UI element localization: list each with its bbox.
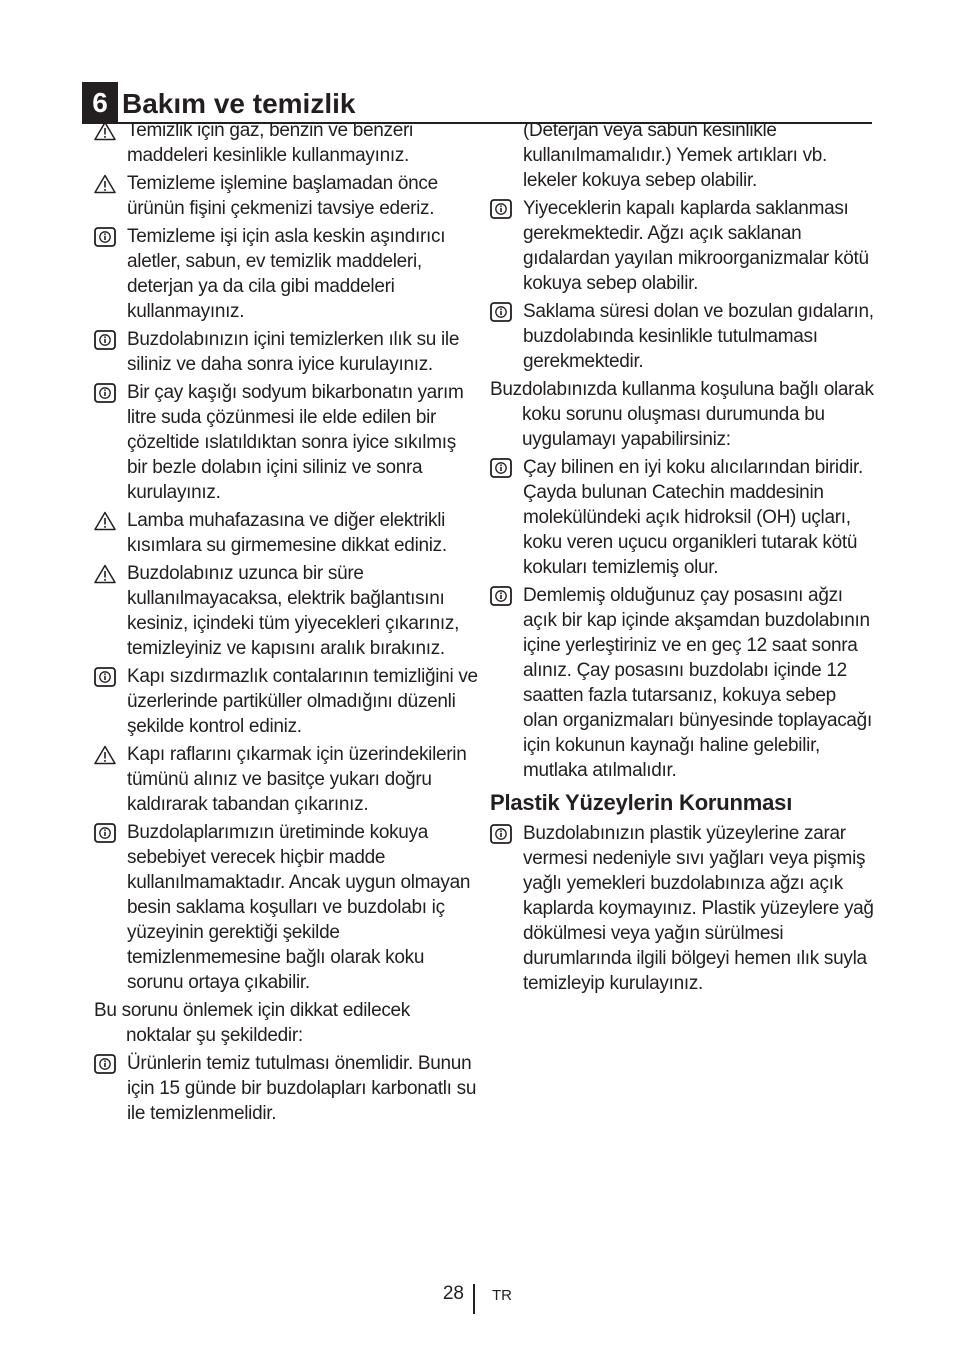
info-item	[94, 327, 479, 377]
info-item	[490, 583, 875, 783]
info-item	[490, 196, 875, 296]
warning-icon	[94, 121, 116, 141]
info-item	[94, 664, 479, 739]
info-icon	[490, 199, 512, 219]
info-icon	[490, 586, 512, 606]
info-item	[490, 455, 875, 580]
warning-item	[94, 508, 479, 558]
info-icon	[490, 458, 512, 478]
chapter-number: 6	[82, 82, 118, 124]
item-text: Ürünlerin temiz tutulması önemlidir. Bunun için 15 günde bir buzdolapları karbonatlı su ile temizlenmelidir.	[127, 1053, 477, 1124]
item-text: Lamba muhafazasına ve diğer elektrikli kısımlara su girmemesine dikkat ediniz.	[127, 510, 447, 556]
left-column	[94, 118, 479, 1129]
item-text: Buzdolabınız uzunca bir süre kullanılmayacaksa, elektrik bağlantısını kesiniz, içindeki tüm yiyecekleri çıkarınız, temizleyiniz ve kapısını aralık bırakınız.	[127, 563, 460, 659]
info-icon	[94, 227, 116, 247]
info-item	[490, 299, 875, 374]
page-footer	[0, 1282, 954, 1316]
warning-icon	[94, 511, 116, 531]
item-text: Buzdolabınızın içini temizlerken ılık su ile siliniz ve daha sonra iyice kurulayınız.	[127, 329, 460, 375]
warning-item	[94, 118, 479, 168]
info-item	[94, 380, 479, 505]
warning-icon	[94, 745, 116, 765]
item-text: Buzdolaplarımızın üretiminde kokuya sebebiyet verecek hiçbir madde kullanılmamaktadır. Ancak uygun olmayan besin saklama koşulları ve buzdolabı iç yüzeyinin gerektiği şekilde temizlenmemesine bağlı olarak koku sorunu ortaya çıkabilir.	[127, 822, 471, 993]
warning-icon	[94, 174, 116, 194]
item-text: Demlemiş olduğunuz çay posasını ağzı açık bir kap içinde akşamdan buzdolabının içine yerleştiriniz ve en geç 12 saat sonra alınız. Çay posasını buzdolabı içinde 12 saatten fazla tutarsanız, kokuya sebep olan organizmaları bünyesinde toplayacağı için kokunun kaynağı haline gelebilir, mutlaka atılmalıdır.	[523, 585, 872, 781]
continued-text: (Deterjan veya sabun kesinlikle kullanılmamalıdır.) Yemek artıkları vb. lekeler kokuya sebep olabilir.	[523, 120, 828, 191]
info-item	[94, 1051, 479, 1126]
right-column	[490, 118, 875, 999]
item-text: Kapı sızdırmazlık contalarının temizliğini ve üzerlerinde partiküller olmadığını düzenli şekilde kontrol ediniz.	[127, 666, 478, 737]
footer-divider	[473, 1284, 475, 1314]
body-paragraph: Buzdolabınızda kullanma koşuluna bağlı olarak koku sorunu oluşması durumunda bu uygulamayı yapabilirsiniz:	[490, 379, 874, 450]
warning-item	[94, 561, 479, 661]
warning-icon	[94, 564, 116, 584]
item-text: Saklama süresi dolan ve bozulan gıdaların, buzdolabında kesinlikle tutulmaması gerekmektedir.	[523, 301, 874, 372]
info-item	[490, 821, 875, 996]
warning-item	[94, 171, 479, 221]
language-code: TR	[492, 1287, 512, 1304]
warning-item	[94, 742, 479, 817]
item-text: Temizlik için gaz, benzin ve benzeri maddeleri kesinlikle kullanmayınız.	[127, 120, 413, 166]
item-text: Temizleme işi için asla keskin aşındırıcı aletler, sabun, ev temizlik maddeleri, deterjan ya da cila gibi maddeleri kullanmayınız.	[127, 226, 446, 322]
page-number: 28	[442, 1283, 464, 1304]
item-text: Çay bilinen en iyi koku alıcılarından biridir. Çayda bulunan Catechin maddesinin molekülündeki açık hidroksil (OH) uçları, koku veren uçucu organikleri tutarak kötü kokuları temizlemiş olur.	[523, 457, 863, 578]
info-icon	[94, 330, 116, 350]
info-icon	[94, 1054, 116, 1074]
info-item	[94, 224, 479, 324]
info-icon	[94, 383, 116, 403]
info-icon	[94, 667, 116, 687]
item-text: Bir çay kaşığı sodyum bikarbonatın yarım litre suda çözünmesi ile elde edilen bir çözeltide ıslatıldıktan sonra iyice sıkılmış bir bezle dolabın içini siliniz ve sonra kurulayınız.	[127, 382, 464, 503]
body-paragraph: Bu sorunu önlemek için dikkat edilecek noktalar şu şekildedir:	[94, 1000, 410, 1046]
section-heading: Plastik Yüzeylerin Korunması	[490, 790, 793, 815]
chapter-title: Bakım ve temizlik	[122, 88, 356, 119]
item-text: Kapı raflarını çıkarmak için üzerindekilerin tümünü alınız ve basitçe yukarı doğru kaldırarak tabandan çıkarınız.	[127, 744, 467, 815]
item-text: Yiyeceklerin kapalı kaplarda saklanması gerekmektedir. Ağzı açık saklanan gıdalardan yayılan mikroorganizmalar kötü kokuya sebep olabilir.	[523, 198, 869, 294]
info-icon	[94, 823, 116, 843]
item-text: Buzdolabınızın plastik yüzeylerine zarar vermesi nedeniyle sıvı yağları veya pişmiş yağlı yemekleri buzdolabınıza ağzı açık kaplarda koymayınız. Plastik yüzeylere yağ dökülmesi veya yağın sürülmesi durumlarında ilgili bölgeyi hemen ılık suyla temizleyip kurulayınız.	[523, 823, 874, 994]
item-text: Temizleme işlemine başlamadan önce ürünün fişini çekmenizi tavsiye ederiz.	[127, 173, 438, 219]
info-icon	[490, 302, 512, 322]
info-item	[94, 820, 479, 995]
info-icon	[490, 824, 512, 844]
